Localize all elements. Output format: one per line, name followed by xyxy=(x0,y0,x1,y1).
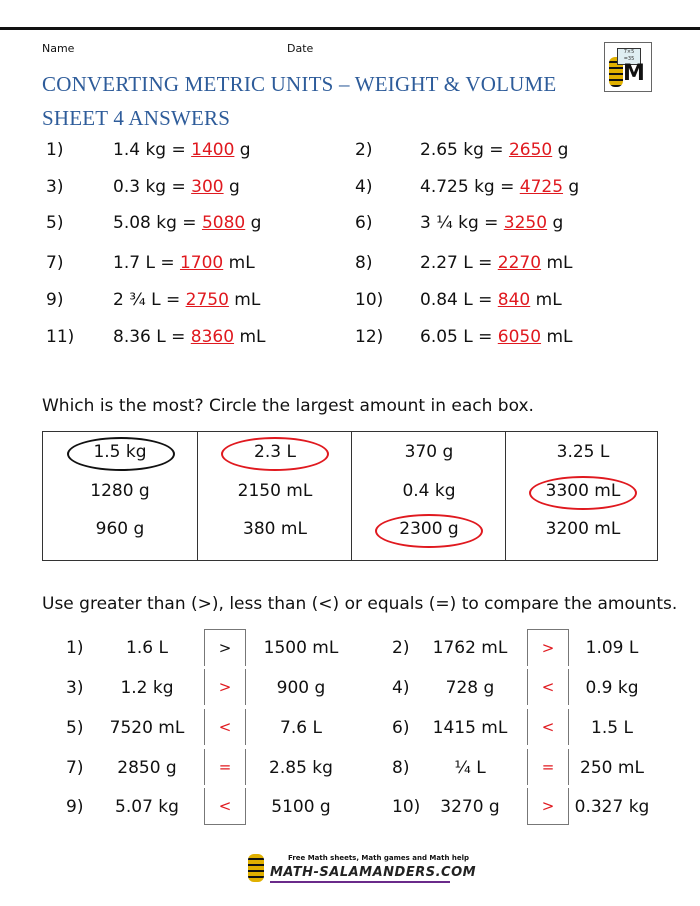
right-amount: 1.5 L xyxy=(591,718,633,738)
question-number: 5) xyxy=(66,718,84,738)
page-subtitle: SHEET 4 ANSWERS xyxy=(42,106,231,130)
conversion-question xyxy=(113,140,251,160)
answer-value: 4725 xyxy=(519,177,564,197)
question-number: 9) xyxy=(46,290,64,310)
left-amount: 1.2 kg xyxy=(120,678,174,698)
question-number: 3) xyxy=(46,177,64,197)
question-text: 1.7 L = xyxy=(113,253,180,273)
unit-text: g xyxy=(547,213,564,233)
question-number: 7) xyxy=(46,253,64,273)
unit-text: mL xyxy=(234,327,266,347)
left-amount: 2850 g xyxy=(117,758,177,778)
box-amount: 2.3 L xyxy=(254,442,296,462)
comparison-sign: > xyxy=(204,669,246,705)
box-amount: 960 g xyxy=(95,519,145,539)
question-text: 8.36 L = xyxy=(113,327,191,347)
question-number: 1) xyxy=(66,638,84,658)
right-amount: 250 mL xyxy=(580,758,644,778)
comparison-sign: < xyxy=(527,669,569,705)
answer-value: 840 xyxy=(497,290,531,310)
left-amount: 7520 mL xyxy=(109,718,185,738)
comparison-sign: > xyxy=(204,629,246,666)
left-amount: 1.6 L xyxy=(126,638,168,658)
answer-value: 1400 xyxy=(191,140,235,160)
unit-text: g xyxy=(245,213,262,233)
answer-value: 2270 xyxy=(497,253,542,273)
logo-letter-m: M xyxy=(623,61,645,86)
answer-value: 5080 xyxy=(201,213,246,233)
right-amount: 5100 g xyxy=(271,797,331,817)
answer-circle xyxy=(67,437,175,471)
conversion-question xyxy=(420,253,572,273)
answer-value: 2750 xyxy=(185,290,229,310)
conversion-question xyxy=(113,327,265,347)
question-text: 6.05 L = xyxy=(420,327,498,347)
left-amount: 1762 mL xyxy=(432,638,508,658)
footer-site: MATH-SALAMANDERS.COM xyxy=(270,865,477,880)
section2-instruction: Which is the most? Circle the largest amount in each box. xyxy=(42,396,534,416)
box-amount: 3300 mL xyxy=(545,481,621,501)
comparison-sign: > xyxy=(527,629,569,666)
right-amount: 900 g xyxy=(276,678,326,698)
footer-logo xyxy=(248,850,477,890)
answer-value: 2650 xyxy=(508,140,553,160)
comparison-sign: < xyxy=(204,709,246,745)
question-number: 11) xyxy=(46,327,75,347)
name-label: Name xyxy=(42,42,75,55)
question-number: 8) xyxy=(355,253,373,273)
conversion-question xyxy=(420,213,563,233)
question-number: 7) xyxy=(66,758,84,778)
box-amount: 1.5 kg xyxy=(93,442,147,462)
question-text: 2.27 L = xyxy=(420,253,498,273)
question-number: 8) xyxy=(392,758,410,778)
left-amount: 728 g xyxy=(445,678,495,698)
footer-underline xyxy=(270,881,450,883)
question-text: 3 ¼ kg = xyxy=(420,213,504,233)
answer-value: 6050 xyxy=(497,327,542,347)
section3-instruction: Use greater than (>), less than (<) or equals (=) to compare the amounts. xyxy=(42,594,678,614)
box-amount: 3.25 L xyxy=(556,442,610,462)
question-text: 0.84 L = xyxy=(420,290,498,310)
conversion-question xyxy=(420,177,579,197)
question-number: 10) xyxy=(392,797,421,817)
left-amount: 3270 g xyxy=(440,797,500,817)
conversion-question xyxy=(113,177,240,197)
unit-text: mL xyxy=(228,290,261,310)
box-amount: 0.4 kg xyxy=(402,481,456,501)
question-number: 4) xyxy=(392,678,410,698)
question-text: 1.4 kg = xyxy=(113,140,192,160)
right-amount: 1500 mL xyxy=(263,638,339,658)
conversion-question xyxy=(420,140,568,160)
unit-text: mL xyxy=(530,290,562,310)
left-amount: 1415 mL xyxy=(432,718,508,738)
question-number: 4) xyxy=(355,177,373,197)
footer-tagline: Free Math sheets, Math games and Math help xyxy=(288,854,470,862)
right-amount: 2.85 kg xyxy=(269,758,333,778)
unit-text: g xyxy=(552,140,569,160)
comparison-sign: = xyxy=(204,749,246,785)
answer-value: 3250 xyxy=(503,213,548,233)
right-amount: 1.09 L xyxy=(585,638,639,658)
answer-circle xyxy=(375,514,483,548)
answer-circle xyxy=(221,437,329,471)
left-amount: 5.07 kg xyxy=(115,797,179,817)
conversion-question xyxy=(420,327,572,347)
unit-text: mL xyxy=(541,327,573,347)
box-amount: 2150 mL xyxy=(237,481,313,501)
question-text: 5.08 kg = xyxy=(113,213,202,233)
math-board-icon: 7×5 =35 xyxy=(617,48,641,65)
page-title: CONVERTING METRIC UNITS – WEIGHT & VOLUME xyxy=(42,72,557,96)
left-amount: ¼ L xyxy=(454,758,486,778)
question-number: 10) xyxy=(355,290,384,310)
answer-circle xyxy=(529,476,637,510)
answer-value: 1700 xyxy=(179,253,224,273)
unit-text: g xyxy=(563,177,580,197)
comparison-sign: < xyxy=(204,788,246,825)
largest-amount-boxes xyxy=(42,431,658,561)
comparison-sign: > xyxy=(527,788,569,825)
box-amount: 370 g xyxy=(404,442,454,462)
conversion-question xyxy=(113,213,261,233)
box-amount: 3200 mL xyxy=(545,519,621,539)
footer-salamander-icon xyxy=(248,854,264,882)
conversion-question xyxy=(420,290,562,310)
unit-text: g xyxy=(223,177,240,197)
question-text: 4.725 kg = xyxy=(420,177,520,197)
comparison-sign: = xyxy=(527,749,569,785)
answer-value: 8360 xyxy=(190,327,235,347)
question-text: 0.3 kg = xyxy=(113,177,192,197)
question-number: 9) xyxy=(66,797,84,817)
question-number: 6) xyxy=(392,718,410,738)
question-number: 3) xyxy=(66,678,84,698)
top-rule xyxy=(0,27,700,30)
box-amount: 380 mL xyxy=(243,519,307,539)
question-number: 5) xyxy=(46,213,64,233)
comparison-sign: < xyxy=(527,709,569,745)
question-text: 2 ¾ L = xyxy=(113,290,186,310)
right-amount: 0.327 kg xyxy=(574,797,650,817)
conversion-question xyxy=(113,290,260,310)
right-amount: 0.9 kg xyxy=(585,678,639,698)
question-number: 6) xyxy=(355,213,373,233)
right-amount: 7.6 L xyxy=(280,718,322,738)
unit-text: mL xyxy=(541,253,573,273)
question-number: 2) xyxy=(392,638,410,658)
conversion-question xyxy=(113,253,255,273)
unit-text: g xyxy=(234,140,251,160)
unit-text: mL xyxy=(223,253,255,273)
box-amount: 1280 g xyxy=(90,481,150,501)
question-number: 1) xyxy=(46,140,64,160)
answer-value: 300 xyxy=(191,177,224,197)
date-label: Date xyxy=(287,42,314,55)
question-text: 2.65 kg = xyxy=(420,140,509,160)
box-amount: 2300 g xyxy=(399,519,459,539)
question-number: 2) xyxy=(355,140,373,160)
question-number: 12) xyxy=(355,327,384,347)
salamander-logo xyxy=(604,42,652,92)
